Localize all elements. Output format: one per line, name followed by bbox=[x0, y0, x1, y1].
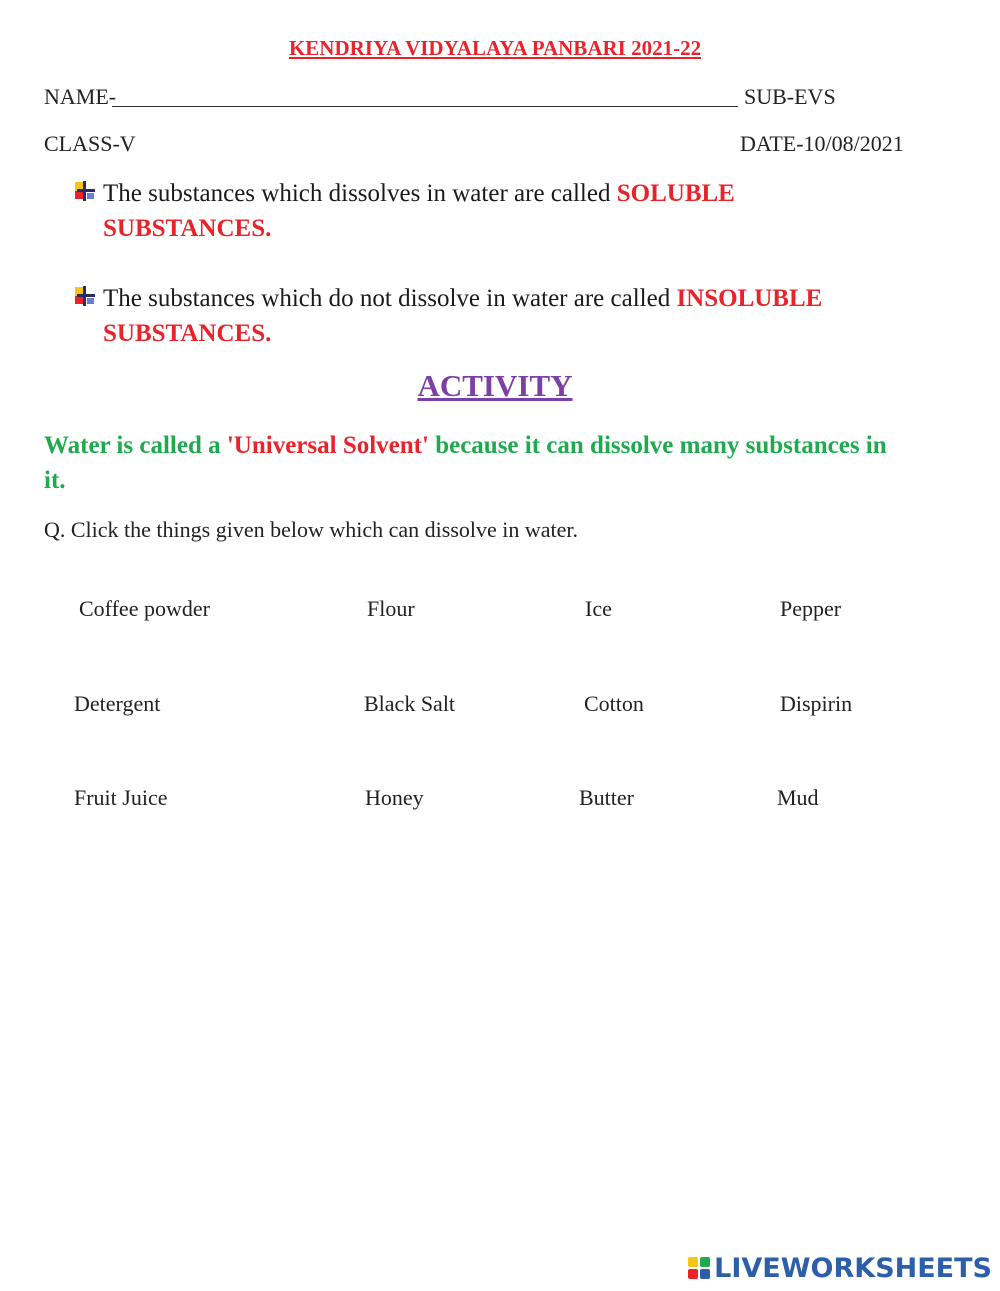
item-cotton[interactable]: Cotton bbox=[584, 691, 644, 716]
question-text: Q. Click the things given below which can dissolve in water. bbox=[44, 517, 579, 542]
logo-tile bbox=[688, 1269, 698, 1279]
school-title: KENDRIYA VIDYALAYA PANBARI 2021-22 bbox=[288, 36, 702, 60]
soluble-term: SOLUBLE SUBSTANCES. bbox=[103, 180, 735, 242]
name-blank-line[interactable] bbox=[112, 106, 738, 107]
item-black-salt[interactable]: Black Salt bbox=[364, 691, 456, 716]
solvent-prefix: Water is called a bbox=[44, 432, 227, 459]
item-ice[interactable]: Ice bbox=[585, 596, 612, 621]
class-label: CLASS-V bbox=[44, 131, 136, 156]
liveworksheets-logo[interactable] bbox=[688, 1251, 992, 1285]
item-fruit-juice[interactable]: Fruit Juice bbox=[74, 785, 168, 810]
item-coffee-powder[interactable]: Coffee powder bbox=[79, 596, 210, 621]
logo-text: LIVEWORKSHEETS bbox=[714, 1252, 992, 1284]
logo-tiles-icon bbox=[688, 1257, 710, 1279]
logo-tile bbox=[688, 1257, 698, 1267]
item-flour[interactable]: Flour bbox=[367, 596, 415, 621]
solvent-highlight: 'Universal Solvent' bbox=[226, 432, 429, 459]
date-label: DATE-10/08/2021 bbox=[740, 131, 904, 156]
name-label: NAME- bbox=[44, 84, 117, 109]
insoluble-definition bbox=[103, 281, 903, 351]
soluble-definition bbox=[103, 176, 863, 246]
plus-bullet-icon bbox=[74, 285, 96, 307]
logo-tile bbox=[700, 1269, 710, 1279]
item-butter[interactable]: Butter bbox=[579, 785, 634, 810]
activity-heading: ACTIVITY bbox=[417, 368, 573, 403]
item-pepper[interactable]: Pepper bbox=[780, 596, 842, 621]
item-dispirin[interactable]: Dispirin bbox=[780, 691, 853, 716]
soluble-definition-text: The substances which dissolves in water are called bbox=[103, 180, 617, 207]
solvent-suffix: because it can dissolve many substances in it. bbox=[44, 432, 887, 494]
insoluble-definition-text: The substances which do not dissolve in water are called bbox=[103, 285, 677, 312]
item-detergent[interactable]: Detergent bbox=[74, 691, 161, 716]
item-honey[interactable]: Honey bbox=[365, 785, 424, 810]
universal-solvent-statement bbox=[44, 428, 904, 498]
insoluble-term: INSOLUBLE SUBSTANCES. bbox=[103, 285, 823, 347]
logo-tile bbox=[700, 1257, 710, 1267]
plus-bullet-icon bbox=[74, 180, 96, 202]
item-mud[interactable]: Mud bbox=[777, 785, 819, 810]
subject-label: SUB-EVS bbox=[744, 84, 836, 109]
